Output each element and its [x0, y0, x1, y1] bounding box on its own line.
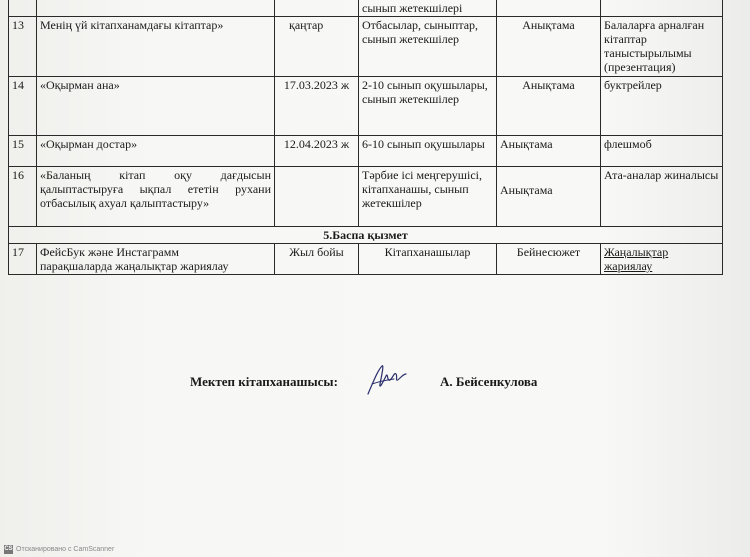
camscanner-text: Отсканировано с CamScanner: [16, 546, 115, 553]
event-type: флешмоб: [601, 136, 723, 167]
event-date: 17.03.2023 ж: [275, 77, 359, 136]
table-row: [9, 136, 723, 167]
row-number: 16: [9, 167, 37, 227]
event-name-line: ФейсБук және Инстаграмм: [40, 245, 179, 259]
event-audience: Тәрбие ісі меңгерушісі, кітапханашы, сынып жетекшілер: [359, 167, 497, 227]
event-date: қаңтар: [275, 17, 359, 77]
signer-name: А. Бейсенкулова: [440, 374, 538, 389]
event-name: «Баланың кітап оқу дағдысын қалыптастыруға ықпал ететін рухани отбасылық ахуал қалыптастыру»: [37, 167, 275, 227]
row-number: 14: [9, 77, 37, 136]
handwritten-signature: [360, 360, 410, 400]
event-type: Ата-аналар жиналысы: [601, 167, 723, 227]
camscanner-watermark: [4, 544, 114, 555]
event-form: Анықтама: [497, 167, 601, 227]
event-name: [37, 244, 275, 275]
event-date: Жыл бойы: [275, 244, 359, 275]
event-type: буктрейлер: [601, 77, 723, 136]
table-row: [9, 77, 723, 136]
events-table: [8, 0, 723, 275]
event-form: Анықтама: [497, 17, 601, 77]
event-date: [275, 167, 359, 227]
event-type: Жаңалықтар жариялау: [601, 244, 723, 275]
event-type: Балаларға арналған кітаптар таныстырылымы (презентация): [601, 17, 723, 77]
table-row: [9, 167, 723, 227]
event-form: Анықтама: [497, 77, 601, 136]
table-row: [9, 244, 723, 275]
event-name-line: парақшаларда жаңалықтар жариялау: [40, 259, 229, 273]
event-audience: сынып жетекшілері: [359, 0, 497, 17]
row-number: [9, 0, 37, 17]
event-audience: Отбасылар, сыныптар, сынып жетекшілер: [359, 17, 497, 77]
section-title: 5.Баспа қызмет: [9, 227, 723, 244]
event-name: [37, 0, 275, 17]
row-number: 17: [9, 244, 37, 275]
event-audience: Кітапханашылар: [359, 244, 497, 275]
signature-block: [0, 360, 750, 400]
signature-label: Мектеп кітапханашысы:: [190, 374, 338, 389]
row-number: 15: [9, 136, 37, 167]
event-name: «Оқырман ана»: [37, 77, 275, 136]
event-audience: 6-10 сынып оқушылары: [359, 136, 497, 167]
row-number: 13: [9, 17, 37, 77]
table-row: [9, 17, 723, 77]
event-form: Анықтама: [497, 136, 601, 167]
event-date: 12.04.2023 ж: [275, 136, 359, 167]
camscanner-icon: CS: [4, 546, 13, 552]
event-form: [497, 0, 601, 17]
event-name: «Оқырман достар»: [37, 136, 275, 167]
event-type: [601, 0, 723, 17]
event-audience: 2-10 сынып оқушылары, сынып жетекшілер: [359, 77, 497, 136]
section-row: [9, 227, 723, 244]
event-date: [275, 0, 359, 17]
event-form: Бейнесюжет: [497, 244, 601, 275]
event-name: Менің үй кітапханамдағы кітаптар»: [37, 17, 275, 77]
table-row: [9, 0, 723, 17]
